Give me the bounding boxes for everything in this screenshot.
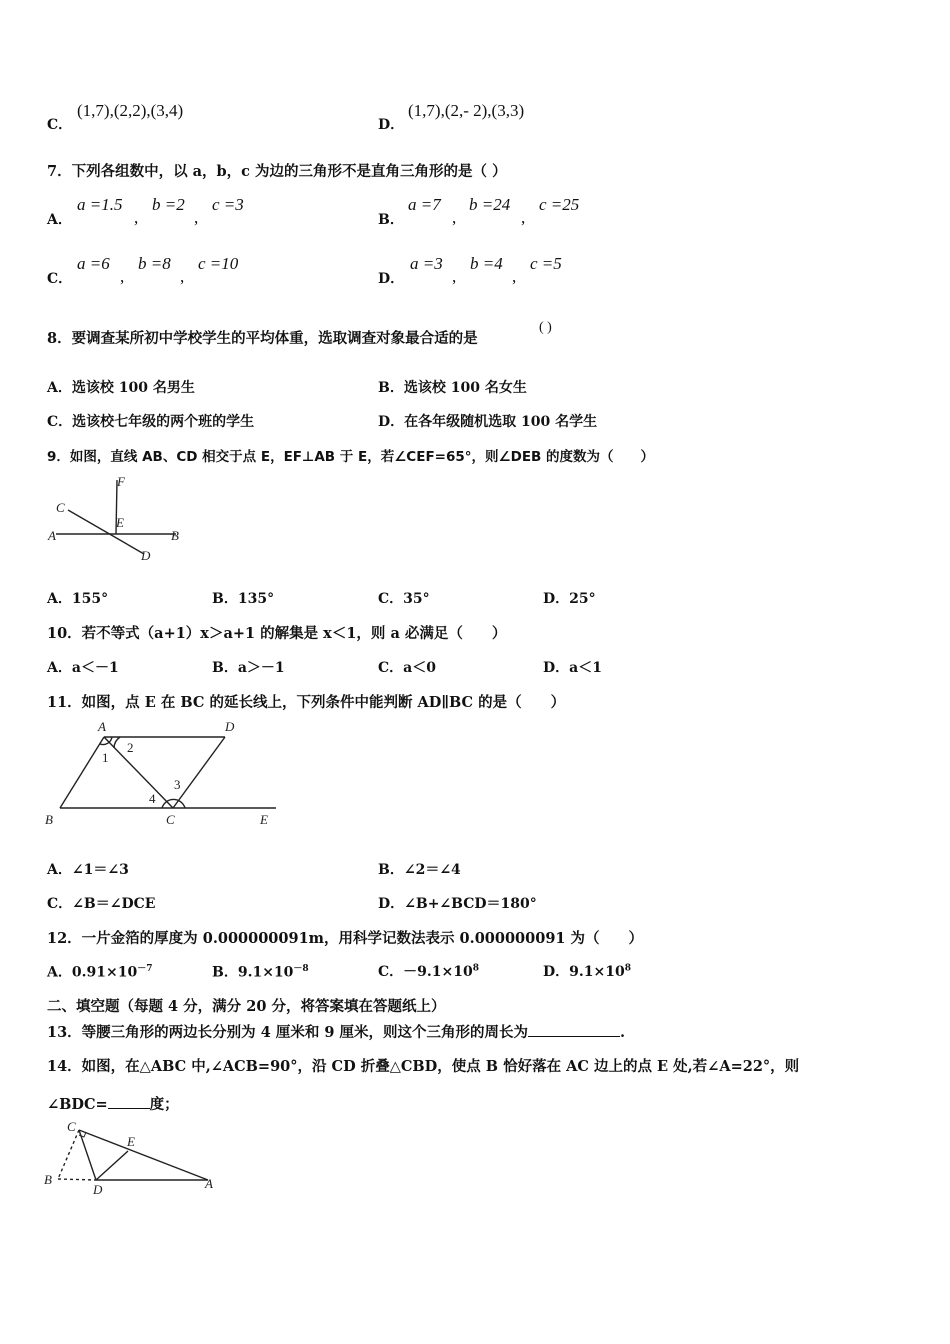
- label-2: 2: [127, 740, 134, 755]
- label-c: C: [166, 812, 175, 827]
- q7-option-b-a: a =7: [408, 195, 441, 214]
- comma: ,: [452, 208, 457, 227]
- label-f: F: [117, 474, 125, 489]
- q6-option-c-letter: C．: [47, 117, 73, 133]
- q13-stem: 13．等腰三角形的两边长分别为 4 厘米和 9 厘米，则这个三角形的周长为 .: [47, 1024, 626, 1041]
- label-b: B: [171, 528, 179, 543]
- line-bd-dashed: [58, 1179, 96, 1180]
- q12-stem: 12．一片金箔的厚度为 0.000000091m，用科学记数法表示 0.000000091 为（ ）: [47, 930, 644, 947]
- q11-option-d: D．∠B+∠BCD＝180°: [378, 896, 537, 912]
- q9-option-c: C．35°: [378, 591, 430, 607]
- q12-option-d: D．$9.1\times 10^8$: [543, 963, 631, 980]
- q9-option-d: D．25°: [543, 591, 596, 607]
- q8-option-a: A．选该校 100 名男生: [47, 380, 195, 396]
- q6-option-c-value: (1,7),(2,2),(3,4): [77, 101, 184, 120]
- q11-option-c: C．∠B＝∠DCE: [47, 896, 156, 912]
- q8-stem: 8．要调查某所初中学校学生的平均体重，选取调查对象最合适的是: [47, 330, 478, 347]
- comma: ,: [194, 208, 199, 227]
- line-cd: [79, 1130, 96, 1180]
- comma: ,: [134, 208, 139, 227]
- q9-figure: [44, 474, 194, 566]
- label-1: 1: [102, 750, 109, 765]
- q11-option-a: A．∠1＝∠3: [47, 862, 129, 878]
- q7-option-a-b: b =2: [152, 195, 185, 214]
- q14-figure: [40, 1118, 225, 1200]
- line-ca: [79, 1130, 208, 1180]
- line-cb-dashed: [58, 1130, 79, 1179]
- q7-option-a-a: a =1.5: [77, 195, 123, 214]
- label-d: D: [93, 1182, 103, 1197]
- comma: ,: [512, 267, 517, 286]
- q12-option-a: A．$0.91\times 10^{-7}$: [47, 964, 153, 981]
- q7-option-d-c: c =5: [530, 254, 562, 273]
- q10-stem: 10．若不等式（a+1）x＞a+1 的解集是 x＜1，则 a 必满足（ ）: [47, 625, 507, 642]
- line-ab: [60, 737, 104, 808]
- label-b: B: [44, 1172, 52, 1187]
- label-d: D: [141, 548, 151, 563]
- q10-option-c: C．a＜0: [378, 660, 436, 676]
- q14-answer-blank[interactable]: [108, 1108, 150, 1109]
- q7-option-b-b: b =24: [469, 195, 511, 214]
- q13-answer-blank[interactable]: [528, 1036, 620, 1037]
- label-a: A: [205, 1176, 213, 1191]
- q7-option-c-a: a =6: [77, 254, 110, 273]
- q6-option-d-value: (1,7),(2,- 2),(3,3): [408, 101, 525, 120]
- q7-option-b-c: c =25: [539, 195, 580, 214]
- q8-answer-paren: ( ): [539, 320, 552, 335]
- label-e: E: [260, 812, 268, 827]
- label-b: B: [45, 812, 53, 827]
- q7-option-b-letter: B．: [378, 212, 404, 228]
- q7-option-d-letter: D．: [378, 271, 405, 287]
- label-c: C: [67, 1119, 76, 1134]
- q14-stem: 14．如图，在△ABC 中,∠ACB=90°，沿 CD 折叠△CBD，使点 B 恰好落在 AC 边上的点 E 处,若∠A=22°，则: [47, 1058, 800, 1075]
- q9-option-a: A．155°: [47, 591, 109, 607]
- q11-option-b: B．∠2＝∠4: [378, 862, 461, 878]
- q10-option-d: D．a＜1: [543, 660, 602, 676]
- q11-figure: [42, 716, 282, 832]
- q6-option-d-letter: D．: [378, 117, 405, 133]
- section-2-title: 二、填空题（每题 4 分，满分 20 分，将答案填在答题纸上）: [47, 998, 446, 1015]
- q14-line2: ∠BDC= 度；: [47, 1096, 179, 1113]
- q9-stem: 9．如图，直线 AB、CD 相交于点 E，EF⊥AB 于 E，若∠CEF=65°，则∠DEB 的度数为（ ）: [47, 449, 655, 465]
- q7-option-c-b: b =8: [138, 254, 171, 273]
- label-e: E: [116, 515, 124, 530]
- comma: ,: [180, 267, 185, 286]
- label-a: A: [98, 719, 106, 734]
- comma: ,: [452, 267, 457, 286]
- label-e: E: [127, 1134, 135, 1149]
- q7-option-a-c: c =3: [212, 195, 244, 214]
- label-c: C: [56, 500, 65, 515]
- q7-option-c-letter: C．: [47, 271, 73, 287]
- q10-option-a: A．a＜－1: [47, 660, 119, 676]
- comma: ,: [521, 208, 526, 227]
- q7-option-a-letter: A．: [47, 212, 72, 228]
- q9-option-b: B．135°: [212, 591, 275, 607]
- q8-option-d: D．在各年级随机选取 100 名学生: [378, 414, 598, 430]
- q7-option-c-c: c =10: [198, 254, 239, 273]
- angle-2-arc: [114, 737, 120, 748]
- line-de: [96, 1151, 128, 1180]
- comma: ,: [120, 267, 125, 286]
- label-a: A: [48, 528, 56, 543]
- q7-stem: 7．下列各组数中，以 a，b，c 为边的三角形不是直角三角形的是（ ）: [47, 163, 507, 180]
- q12-option-c: C．$-9.1\times 10^8$: [378, 963, 479, 980]
- q8-option-b: B．选该校 100 名女生: [378, 380, 527, 396]
- label-d: D: [225, 719, 235, 734]
- q7-option-d-b: b =4: [470, 254, 503, 273]
- q11-stem: 11．如图，点 E 在 BC 的延长线上，下列条件中能判断 AD∥BC 的是（ ）: [47, 694, 566, 711]
- label-3: 3: [174, 777, 181, 792]
- q10-option-b: B．a＞－1: [212, 660, 285, 676]
- q12-option-b: B．$9.1\times 10^{-8}$: [212, 964, 309, 981]
- line-cd: [68, 510, 144, 554]
- label-4: 4: [149, 791, 156, 806]
- q7-option-d-a: a =3: [410, 254, 443, 273]
- q8-option-c: C．选该校七年级的两个班的学生: [47, 414, 255, 430]
- line-dc: [173, 737, 225, 808]
